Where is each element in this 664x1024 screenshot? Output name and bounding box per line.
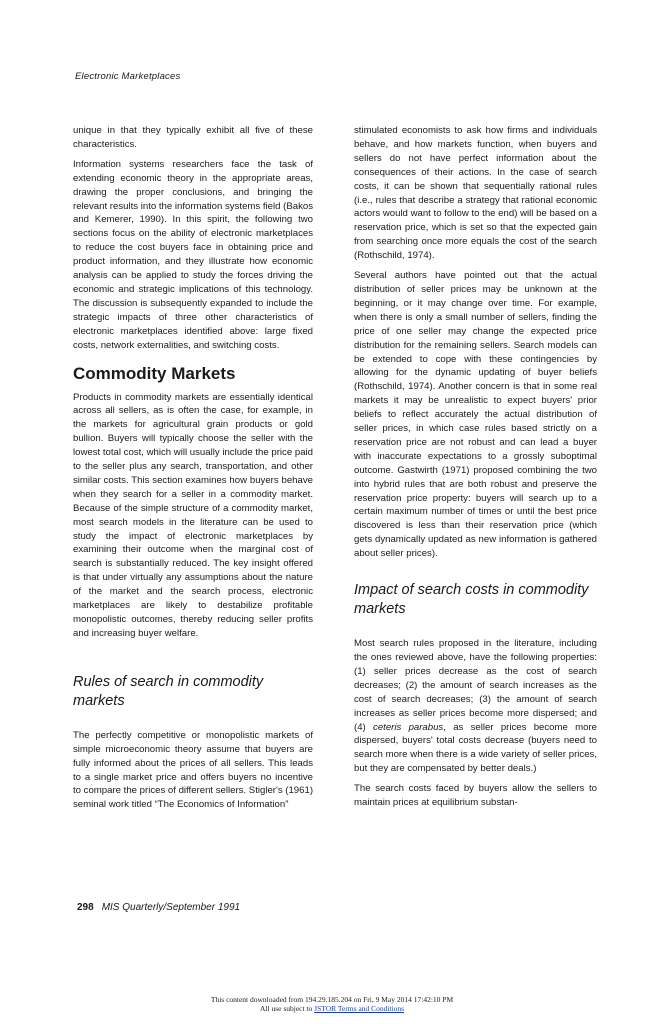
subheading-rules-of-search: Rules of search in commodity markets <box>73 673 264 709</box>
page-footer <box>77 902 240 913</box>
right-paragraph-2: Several authors have pointed out that the actual distribution of seller prices may be unknown at the beginning, or it may change over time. For example, when there is only a small number of sellers, finding the price of one seller may change the expected price distribution for the remaining sellers. Search models can be extended to cope with these contingencies by allowing for the dynamic updating of buyer beliefs (Rothschild, 1974). Another concern is that in some real markets it may be unrealistic to expect buyers' prior beliefs to reflect accurately the actual distribution of seller prices, in which case rules based strictly on a reservation price are not robust and can lead a buyer with inaccurate expectations to a grossly suboptimal outcome. Gastwirth (1971) proposed combining the two into hybrid rules that are both robust and preserve the reservation price property: buyers will search up to a certain maximum number of times or until the best price discovered is less than their reservation price (which gets dynamically updated as new information is gathered about seller prices). <box>354 270 597 560</box>
right-paragraph-1: stimulated economists to ask how firms and individuals behave, and how markets function, when buyers and sellers do not have perfect information about the consequences of their actions. In the case of search costs, it can be shown that sequentially rational rules (i.e., rules that describe a strategy that rational economic actors would want to follow to the end) will be based on a reservation price, which is set so that the expected gain from searching once more equals the cost of the search (Rothschild, 1974). <box>354 125 597 262</box>
spacer <box>354 567 597 581</box>
left-paragraph-3: Products in commodity markets are essentially identical across all sellers, as is often the case, for example, in the markets for agricultural grain products or gold bullion. Buyers will typically choose the seller with the lowest total cost, which will usually include the price paid to the seller plus any search, transportation, and other similar costs. This section examines how buyers behave when they search for a seller in a commodity market. Because of the simple structure of a commodity market, most search models in the literature can be used to study the impact of electronic marketplaces by examining their outcome when the marginal cost of search is substantially reduced. The key insight offered is that under virtually any assumptions about the nature of the market and the search process, electronic marketplaces are likely to destabilize profitable monopolistic outcomes, thereby reducing seller profits and increasing buyer welfare. <box>73 391 313 639</box>
page-number: 298 <box>77 902 94 913</box>
right-column <box>354 124 597 816</box>
right-paragraph-4: The search costs faced by buyers allow the sellers to maintain prices at equilibrium substan- <box>354 783 597 809</box>
jstor-terms-link[interactable]: JSTOR Terms and Conditions <box>314 1004 404 1013</box>
text-run: Most search rules proposed in the literature, including the ones reviewed above, have the following properties: (1) seller prices decrease as the cost of search decreases; (2) the amount of search increases as the cost of search decreases; (3) the amount of search increases as seller prices become more dispersed; and (4) <box>354 638 597 733</box>
left-paragraph-2: Information systems researchers face the task of extending economic theory in the appropriate areas, drawing the proper conclusions, and bringing the relevant results into the information systems field (Bakos and Kemerer, 1990). In this spirit, the following two sections focus on the ability of electronic marketplaces to reduce the cost buyers face in obtaining price and product information, and they illustrate how economic analysis can be applied to study the forces driving the economic and strategic implications of this technology. The discussion is subsequently expanded to include the strategic impacts of three other characteristics of electronic marketplaces identified above: large fixed costs, network externalities, and switching costs. <box>73 158 313 351</box>
left-paragraph-1: unique in that they typically exhibit all five of these characteristics. <box>73 125 313 150</box>
right-paragraph-3 <box>354 637 597 776</box>
spacer <box>73 647 313 673</box>
left-paragraph-4: The perfectly competitive or monopolistic markets of simple microeconomic theory assume that buyers are fully informed about the prices of all sellers. This leads to a single market price and offers buyers no incentive to compare the prices of different sellers. Stigler's (1961) seminal work titled “The Economics of Information” <box>73 729 314 811</box>
left-column <box>73 124 313 818</box>
journal-name: MIS Quarterly/September 1991 <box>101 902 241 913</box>
jstor-download-line: This content downloaded from 194.29.185.204 on Fri, 9 May 2014 17:42:10 PM <box>210 995 454 1004</box>
jstor-notice <box>0 995 664 1013</box>
jstor-terms-prefix: All use subject to <box>259 1004 315 1013</box>
subheading-impact-of-search-costs: Impact of search costs in commodity markets <box>354 582 589 618</box>
italic-term: ceteris parabus <box>373 721 444 733</box>
section-heading-commodity-markets: Commodity Markets <box>73 363 236 383</box>
text-run: , as seller prices become more dispersed, buyers' total costs decrease (buyers need to search more when there is a wide variety of seller prices, but they are compensated by better deals.) <box>354 721 597 775</box>
running-head: Electronic Marketplaces <box>75 71 181 82</box>
jstor-terms-line <box>0 1004 664 1013</box>
